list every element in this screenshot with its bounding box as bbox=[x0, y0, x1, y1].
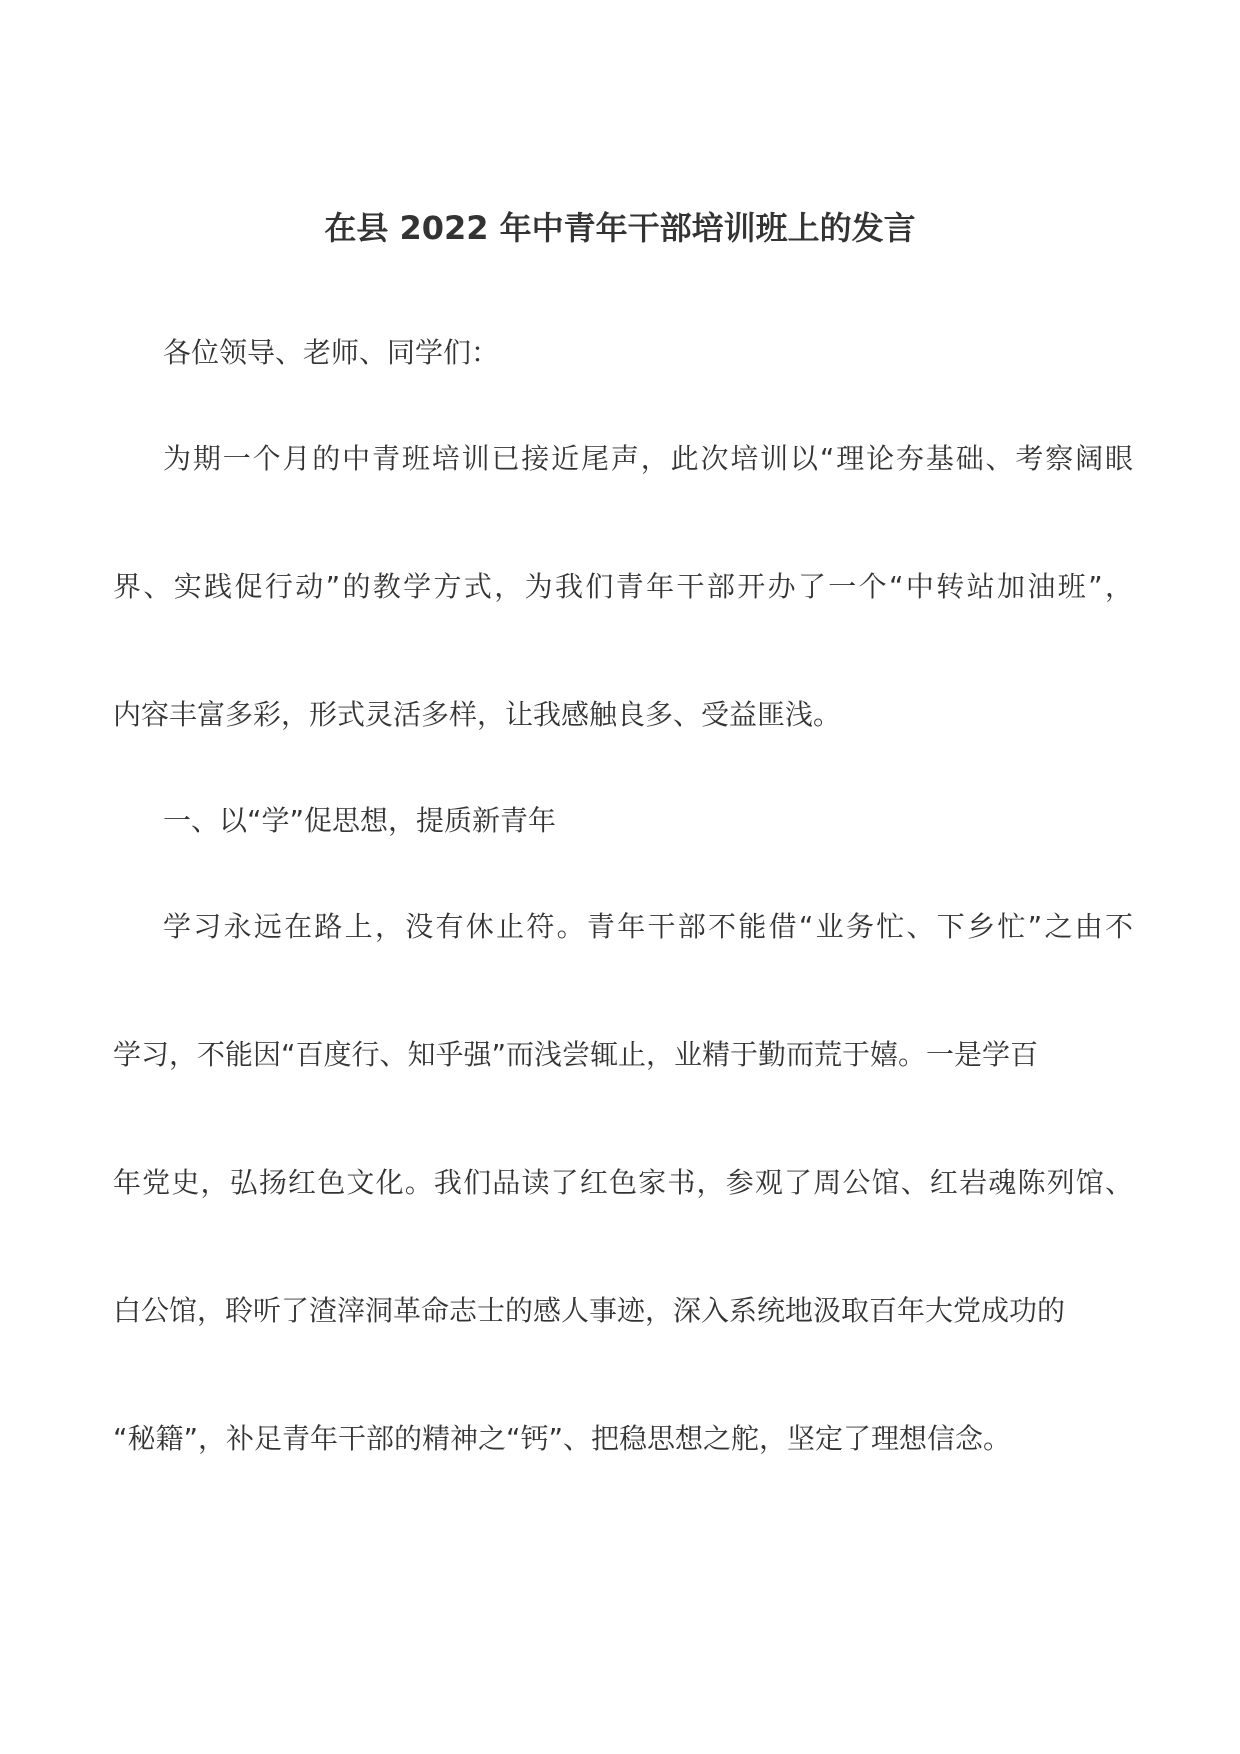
paragraph-1-line-2: 界、实践促行动”的教学方式，为我们青年干部开办了一个“中转站加油班”， bbox=[113, 570, 1133, 603]
paragraph-1-line-3: 内容丰富多彩，形式灵活多样，让我感触良多、受益匪浅。 bbox=[113, 698, 842, 731]
paragraph-2-line-1: 学习永远在路上，没有休止符。青年干部不能借“业务忙、下乡忙”之由不 bbox=[163, 910, 1133, 943]
paragraph-2-line-5: “秘籍”，补足青年干部的精神之“钙”、把稳思想之舵，坚定了理想信念。 bbox=[113, 1422, 1012, 1455]
paragraph-2-line-2: 学习，不能因“百度行、知乎强”而浅尝辄止，业精于勤而荒于嬉。一是学百 bbox=[113, 1038, 1039, 1071]
salutation: 各位领导、老师、同学们： bbox=[163, 336, 500, 369]
paragraph-2-line-3: 年党史，弘扬红色文化。我们品读了红色家书，参观了周公馆、红岩魂陈列馆、 bbox=[113, 1166, 1133, 1199]
section-heading-1: 一、以“学”促思想，提质新青年 bbox=[163, 804, 557, 837]
document-title: 在县 2022 年中青年干部培训班上的发言 bbox=[324, 209, 916, 247]
paragraph-2-line-4: 白公馆，聆听了渣滓洞革命志士的感人事迹，深入系统地汲取百年大党成功的 bbox=[113, 1294, 1066, 1327]
paragraph-1-line-1: 为期一个月的中青班培训已接近尾声，此次培训以“理论夯基础、考察阔眼 bbox=[163, 442, 1133, 475]
